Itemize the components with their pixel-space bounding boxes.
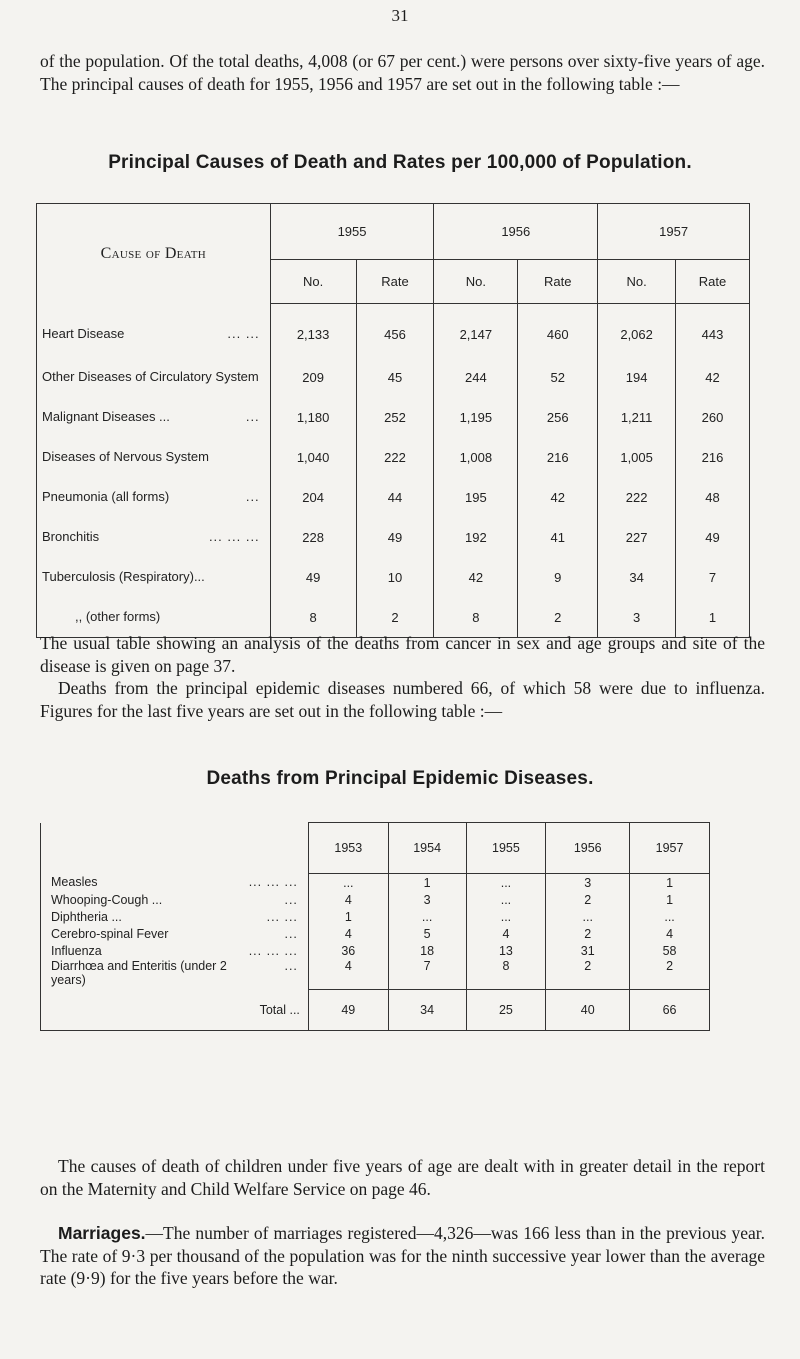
table-cell: 49: [270, 557, 356, 597]
table-cell: 1,040: [270, 437, 356, 477]
table-cell: 5: [388, 925, 466, 942]
table-cell: 227: [598, 517, 676, 557]
table-cell: 2: [356, 597, 434, 638]
table-cell: 42: [518, 477, 598, 517]
table-cell: 2: [518, 597, 598, 638]
table-cell: 9: [518, 557, 598, 597]
intro-paragraph: of the population. Of the total deaths, 4,008 (or 67 per cent.) were persons over sixty-five years of age. The principal causes of death for 1955, 1956 and 1957 are set out in the following table :—: [40, 51, 765, 94]
table-cell: 1,211: [598, 397, 676, 437]
table-cell: 3: [546, 874, 630, 892]
disease-label: Measles: [51, 875, 98, 890]
children-paragraph: The causes of death of children under five years of age are dealt with in greater detail in the report on the Maternity and Child Welfare Service on page 46.: [40, 1156, 765, 1199]
cancer-paragraph: The usual table showing an analysis of the deaths from cancer in sex and age groups and site of the disease is given on page 37.: [40, 633, 765, 676]
table-cell: 7: [676, 557, 750, 597]
no-header: No.: [598, 260, 676, 304]
table-cell: 2,147: [434, 304, 518, 358]
leader-dots: ...: [245, 489, 260, 504]
year-header: 1954: [388, 823, 466, 874]
epidemic-paragraph: Deaths from the principal epidemic diseases numbered 66, of which 58 were due to influenza. Figures for the last five years are set out in the following table :—: [40, 678, 765, 721]
leader-dots: ... ... ...: [248, 943, 298, 958]
table-row: [37, 477, 750, 517]
table-cell: 260: [676, 397, 750, 437]
label-header: [41, 823, 309, 874]
table-cell: 1,195: [434, 397, 518, 437]
leader-dots: ...: [284, 959, 298, 973]
table-row: [37, 357, 750, 397]
marriages-heading: Marriages.: [58, 1223, 146, 1243]
table-cell: 1: [388, 874, 466, 892]
rate-header: Rate: [676, 260, 750, 304]
table-cell: 1: [676, 597, 750, 638]
year-header: 1957: [630, 823, 710, 874]
total-row: [41, 990, 710, 1031]
no-header: No.: [270, 260, 356, 304]
table-cell: ...: [546, 908, 630, 925]
leader-dots: ... ... ...: [208, 529, 260, 544]
year-header-1955: 1955: [270, 204, 434, 260]
leader-dots: ... ... ...: [248, 875, 298, 890]
table-cell: 2: [630, 959, 710, 990]
cause-label: Diseases of Nervous System: [42, 449, 209, 464]
total-cell: 34: [388, 990, 466, 1031]
table-cell: 1,005: [598, 437, 676, 477]
table-cell: 3: [598, 597, 676, 638]
table-cell: 2,133: [270, 304, 356, 358]
table-cell: 194: [598, 357, 676, 397]
table-cell: 3: [388, 891, 466, 908]
disease-label: Cerebro-spinal Fever: [51, 926, 169, 941]
table-cell: 443: [676, 304, 750, 358]
table-row: [37, 517, 750, 557]
table1-title: Principal Causes of Death and Rates per 100,000 of Population.: [108, 152, 692, 173]
table-cell: 36: [308, 942, 388, 959]
table-cell: 4: [308, 959, 388, 990]
table-cell: 48: [676, 477, 750, 517]
table-cell: 13: [466, 942, 546, 959]
table-cell: 42: [434, 557, 518, 597]
table-cell: ...: [308, 874, 388, 892]
table-cell: 44: [356, 477, 434, 517]
disease-label: Influenza: [51, 943, 102, 958]
table-cell: 58: [630, 942, 710, 959]
table-cell: 18: [388, 942, 466, 959]
table-cell: 1: [630, 891, 710, 908]
leader-dots: ...: [284, 892, 298, 907]
cause-label: Other Diseases of Circulatory System: [42, 369, 259, 384]
epidemic-diseases-table: [40, 822, 710, 1031]
table-cell: ...: [388, 908, 466, 925]
total-cell: 66: [630, 990, 710, 1031]
causes-of-death-table: [36, 203, 750, 638]
table-cell: 2: [546, 891, 630, 908]
table-cell: 31: [546, 942, 630, 959]
cause-label: ,, (other forms): [75, 609, 161, 624]
table-cell: ...: [466, 891, 546, 908]
table-cell: 49: [356, 517, 434, 557]
table-row: [37, 437, 750, 477]
table-cell: 216: [518, 437, 598, 477]
table-row: [37, 397, 750, 437]
table-cell: 204: [270, 477, 356, 517]
table-cell: 252: [356, 397, 434, 437]
rate-header: Rate: [518, 260, 598, 304]
table-cell: 41: [518, 517, 598, 557]
table-cell: 192: [434, 517, 518, 557]
table-cell: 1,008: [434, 437, 518, 477]
cause-label: Tuberculosis (Respiratory)...: [42, 569, 205, 584]
table-cell: 7: [388, 959, 466, 990]
table-cell: 222: [598, 477, 676, 517]
table-cell: 4: [308, 925, 388, 942]
table-cell: ...: [466, 908, 546, 925]
year-header: 1956: [546, 823, 630, 874]
total-cell: 25: [466, 990, 546, 1031]
table-cell: 2: [546, 925, 630, 942]
cause-label: Bronchitis: [42, 529, 100, 544]
total-cell: 40: [546, 990, 630, 1031]
table-cell: 52: [518, 357, 598, 397]
table-row: [41, 942, 710, 959]
leader-dots: ...: [245, 409, 260, 424]
table-cell: 42: [676, 357, 750, 397]
table-cell: 195: [434, 477, 518, 517]
no-header: No.: [434, 260, 518, 304]
year-header: 1953: [308, 823, 388, 874]
table-row: [41, 925, 710, 942]
table-cell: 34: [598, 557, 676, 597]
total-label: Total ...: [41, 990, 309, 1031]
disease-label: Whooping-Cough ...: [51, 892, 163, 907]
table-row: [41, 874, 710, 892]
table-cell: 45: [356, 357, 434, 397]
table-cell: 216: [676, 437, 750, 477]
table-cell: 1,180: [270, 397, 356, 437]
cause-label: Heart Disease: [42, 326, 125, 342]
table-cell: 10: [356, 557, 434, 597]
table-cell: 228: [270, 517, 356, 557]
table-cell: 222: [356, 437, 434, 477]
table-cell: 49: [676, 517, 750, 557]
table-cell: 4: [630, 925, 710, 942]
table-cell: 209: [270, 357, 356, 397]
table-cell: ...: [630, 908, 710, 925]
table-cell: 244: [434, 357, 518, 397]
table-cell: 1: [308, 908, 388, 925]
cause-header: Cause of Death: [37, 204, 271, 304]
table-cell: 8: [434, 597, 518, 638]
table-row: [37, 557, 750, 597]
page-number: 31: [391, 6, 409, 25]
rate-header: Rate: [356, 260, 434, 304]
table2-title: Deaths from Principal Epidemic Diseases.: [206, 768, 594, 789]
cause-label: Malignant Diseases ...: [42, 409, 170, 424]
disease-label: Diphtheria ...: [51, 909, 122, 924]
year-header-1956: 1956: [434, 204, 598, 260]
leader-dots: ...: [284, 926, 298, 941]
table-row: [37, 304, 750, 358]
table-cell: 4: [308, 891, 388, 908]
year-header-1957: 1957: [598, 204, 750, 260]
table-cell: 8: [270, 597, 356, 638]
table-cell: 456: [356, 304, 434, 358]
table-cell: 460: [518, 304, 598, 358]
leader-dots: ... ...: [227, 326, 260, 342]
table-cell: ...: [466, 874, 546, 892]
table-cell: 8: [466, 959, 546, 990]
table-row: [41, 959, 710, 990]
table-row: [41, 908, 710, 925]
marriages-text: —The number of marriages registered—4,326—was 166 less than in the previous year. The rate of 9·3 per thousand of the population was for the ninth successive year lower than the average rate (9·9) for the five years before the war.: [40, 1223, 765, 1288]
cause-label: Pneumonia (all forms): [42, 489, 170, 504]
table-cell: 256: [518, 397, 598, 437]
table-cell: 1: [630, 874, 710, 892]
table-cell: 4: [466, 925, 546, 942]
leader-dots: ... ...: [266, 909, 298, 924]
table-cell: 2,062: [598, 304, 676, 358]
table-row: [41, 891, 710, 908]
disease-label: Diarrhœa and Enteritis (under 2 years): [51, 959, 227, 987]
marriages-paragraph: [40, 1222, 765, 1290]
total-cell: 49: [308, 990, 388, 1031]
year-header: 1955: [466, 823, 546, 874]
table-cell: 2: [546, 959, 630, 990]
